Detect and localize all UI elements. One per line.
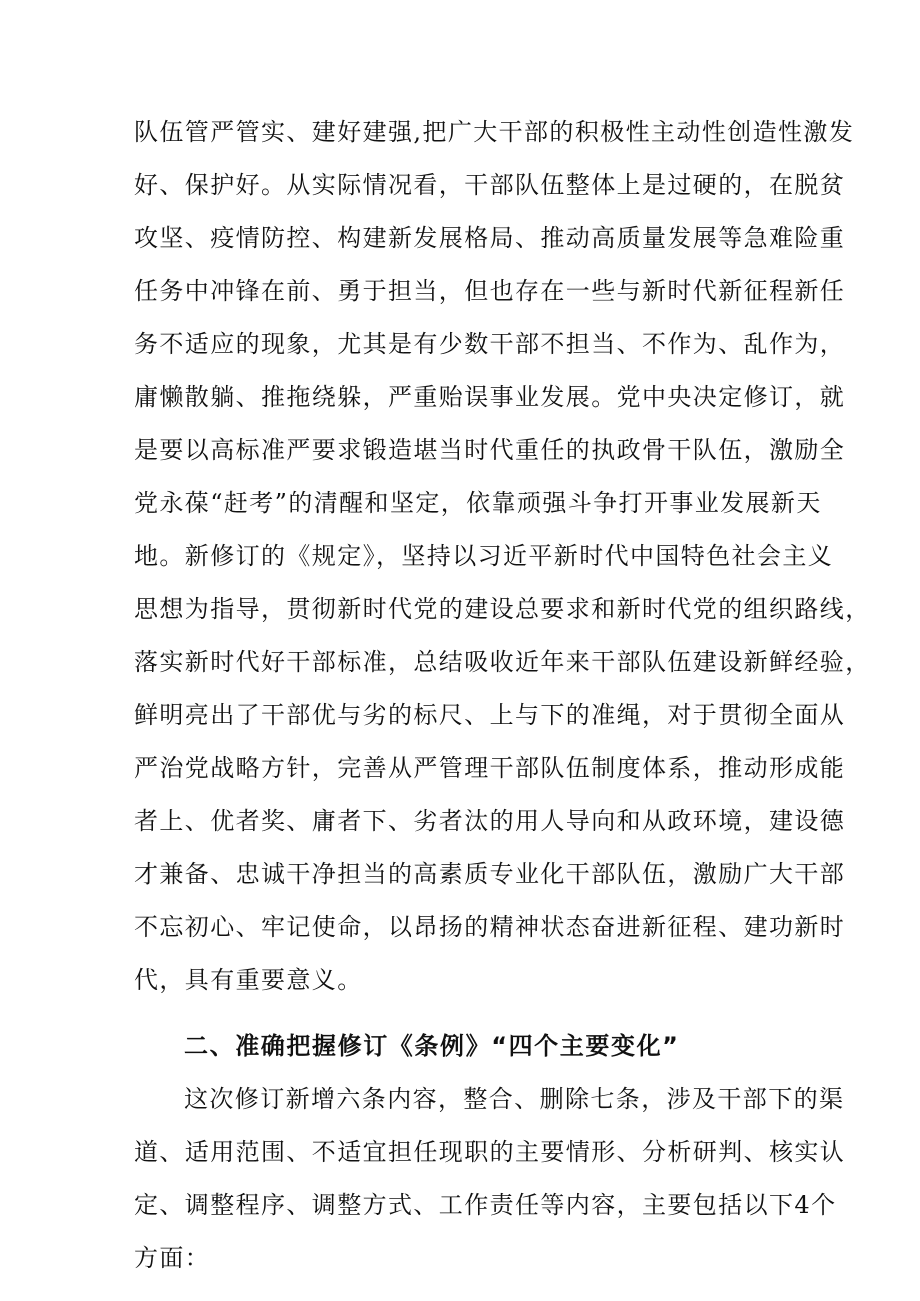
paragraph-line: 攻坚、疫情防控、构建新发展格局、推动高质量发展等急难险重 (134, 224, 846, 252)
paragraph-line: 是要以高标准严要求锻造堪当时代重任的执政骨干队伍，激励全 (134, 436, 846, 464)
paragraph-line: 才兼备、忠诚干净担当的高素质专业化干部队伍，激励广大干部 (134, 860, 846, 888)
paragraph-line: 者上、优者奖、庸者下、劣者汰的用人导向和从政环境，建设德 (134, 807, 846, 835)
paragraph-line: 方面： (134, 1244, 211, 1272)
paragraph-line: 好、保护好。从实际情况看，干部队伍整体上是过硬的，在脱贫 (134, 171, 846, 199)
paragraph-line: 党永葆“赶考”的清醒和坚定，依靠顽强斗争打开事业发展新天 (134, 489, 822, 517)
paragraph-line: 鲜明亮出了干部优与劣的标尺、上与下的准绳，对于贯彻全面从 (134, 701, 846, 729)
paragraph-line: 务不适应的现象，尤其是有少数干部不担当、不作为、乱作为， (134, 330, 846, 358)
paragraph-line: 代，具有重要意义。 (134, 966, 363, 994)
paragraph-line: 道、适用范围、不适宜担任现职的主要情形、分析研判、核实认 (134, 1138, 846, 1166)
paragraph-line: 庸懒散躺、推拖绕躲，严重贻误事业发展。党中央决定修订，就 (134, 383, 846, 411)
paragraph-line: 严治党战略方针，完善从严管理干部队伍制度体系，推动形成能 (134, 754, 846, 782)
paragraph-line: 任务中冲锋在前、勇于担当，但也存在一些与新时代新征程新任 (134, 277, 846, 305)
paragraph-line: 这次修订新增六条内容，整合、删除七条，涉及干部下的渠 (184, 1085, 845, 1113)
paragraph-line: 队伍管严管实、建好建强,把广大干部的积极性主动性创造性激发 (134, 118, 855, 146)
paragraph-line: 落实新时代好干部标准，总结吸收近年来干部队伍建设新鲜经验， (134, 648, 871, 676)
paragraph-line: 不忘初心、牢记使命，以昂扬的精神状态奋进新征程、建功新时 (134, 913, 846, 941)
paragraph-line: 定、调整程序、调整方式、工作责任等内容，主要包括以下4个 (134, 1191, 837, 1219)
paragraph-line: 思想为指导，贯彻新时代党的建设总要求和新时代党的组织路线， (134, 595, 871, 623)
paragraph-line: 地。新修订的《规定》，坚持以习近平新时代中国特色社会主义 (134, 542, 834, 570)
section-heading: 二、准确把握修订《条例》“四个主要变化” (184, 1032, 680, 1060)
